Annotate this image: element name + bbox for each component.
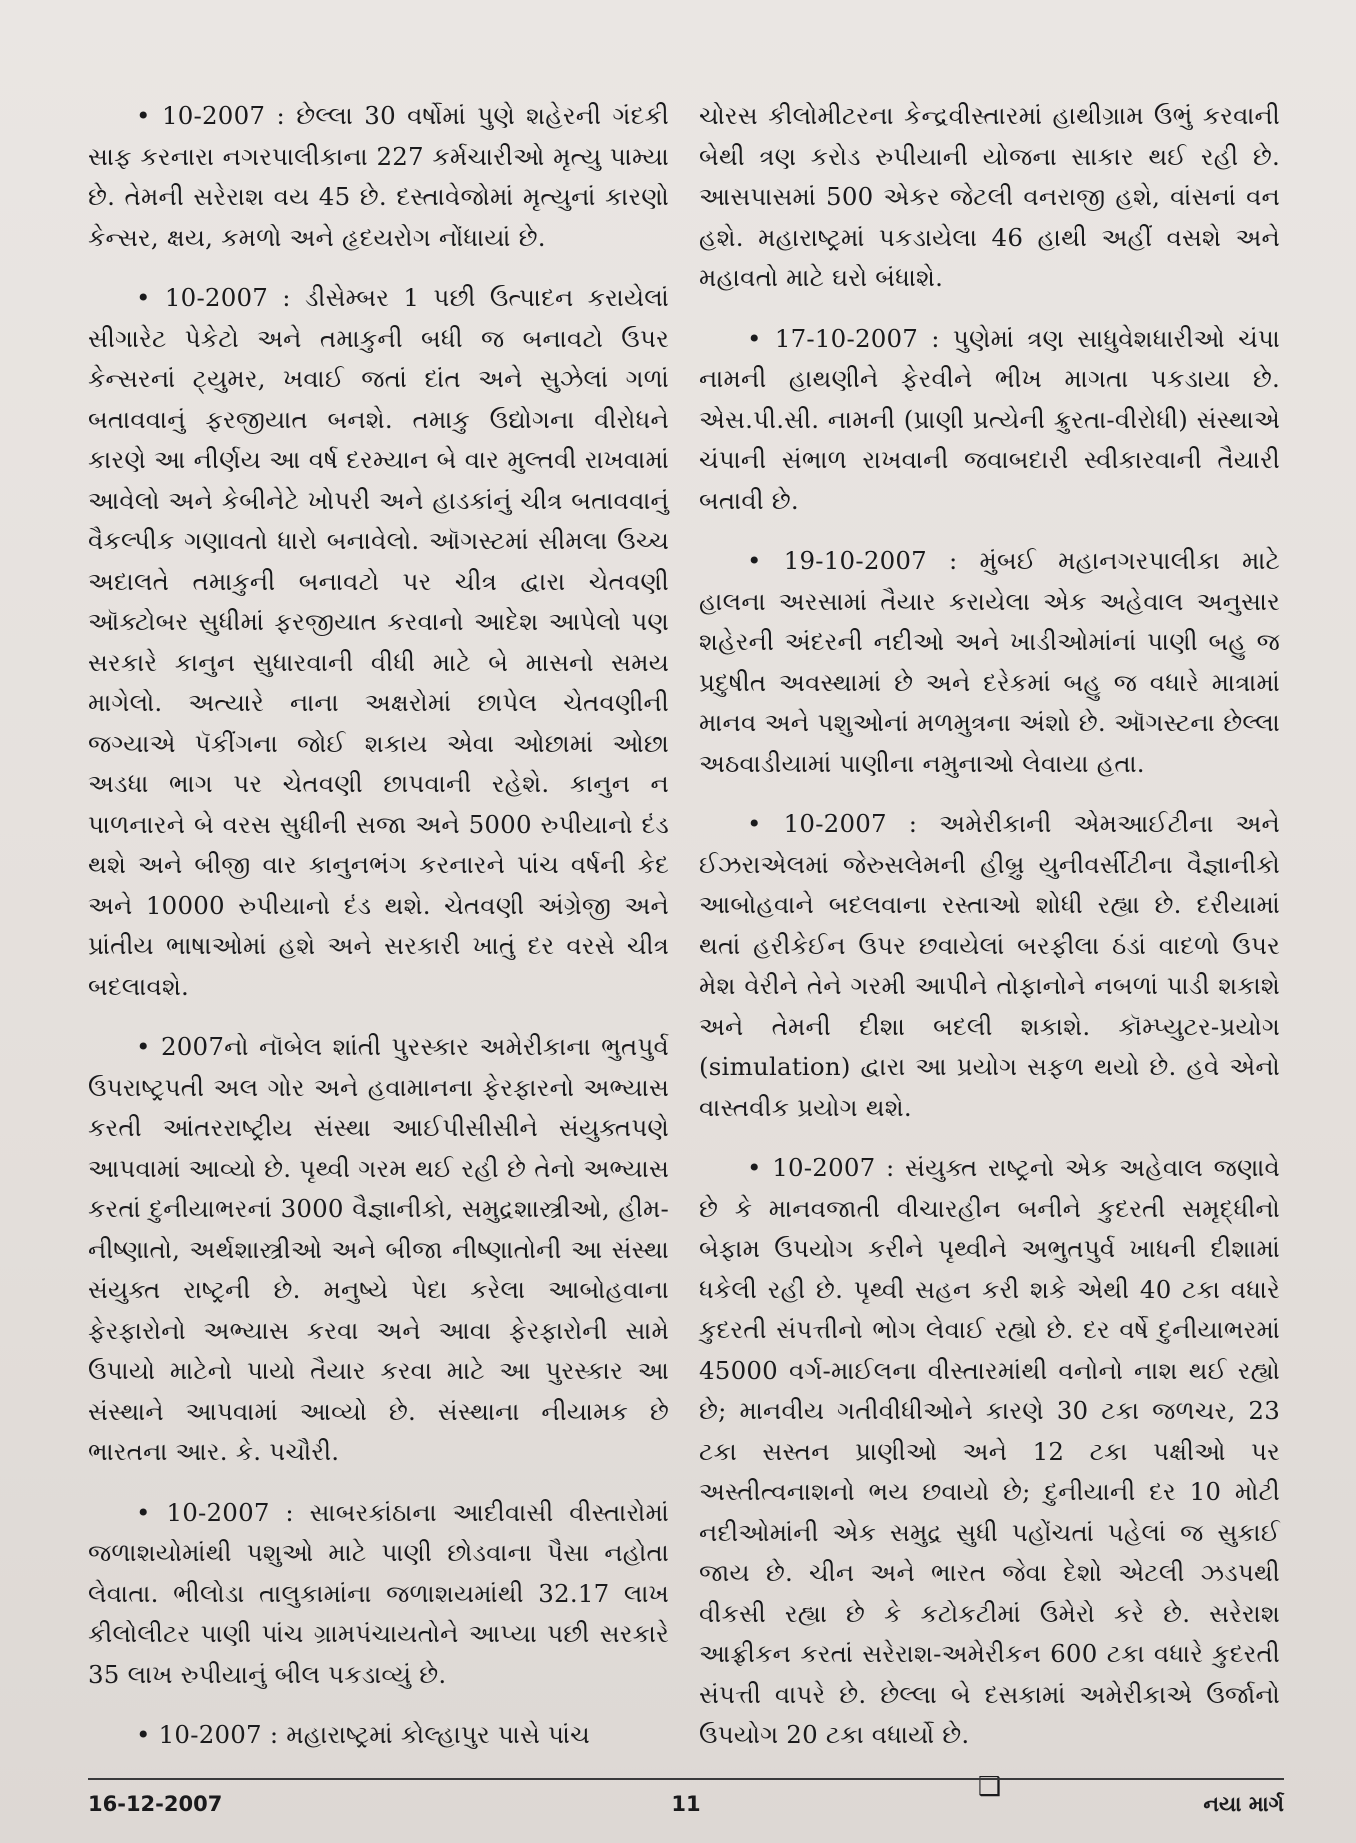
- article-columns: [88, 96, 1280, 1802]
- news-item: • 10-2007 : ડીસેમ્બર 1 પછી ઉત્પાદન કરાયેલાં સીગારેટ પેકેટો અને તમાકુની બધી જ બનાવટો ઉપર કેન્સરનાં ટ્યુમર, ખવાઈ જતાં દાંત અને સુઝેલાં ગળાં બતાવવાનું ફરજીયાત બનશે. તમાકુ ઉદ્યોગના વીરોધને કારણે આ નીર્ણય આ વર્ષ દરમ્યાન બે વાર મુલ્તવી રાખવામાં આવેલો અને કેબીનેટે ખોપરી અને હાડકાંનું ચીત્ર બતાવવાનું વૈકલ્પીક ગણાવતો ધારો બનાવેલો. ઑગસ્ટમાં સીમલા ઉચ્ચ અદાલતે તમાકુની બનાવટો પર ચીત્ર દ્વારા ચેતવણી ઑક્ટોબર સુધીમાં ફરજીયાત કરવાનો આદેશ આપેલો પણ સરકારે કાનુન સુધારવાની વીધી માટે બે માસનો સમય માગેલો. અત્યારે નાના અક્ષરોમાં છાપેલ ચેતવણીની જગ્યાએ પૅકીંગના જોઈ શકાય એવા ઓછામાં ઓછા અડધા ભાગ પર ચેતવણી છાપવાની રહેશે. કાનુન ન પાળનારને બે વરસ સુધીની સજા અને 5000 રુપીયાનો દંડ થશે અને બીજી વાર કાનુનભંગ કરનારને પાંચ વર્ષની કેદ અને 10000 રુપીયાનો દંડ થશે. ચેતવણી અંગ્રેજી અને પ્રાંતીય ભાષાઓમાં હશે અને સરકારી ખાતું દર વરસે ચીત્ર બદલાવશે.: [88, 283, 669, 1001]
- end-of-article-icon: ❑: [977, 1771, 1002, 1802]
- magazine-name: નયા માર્ગ: [1203, 1792, 1284, 1816]
- news-item: • 10-2007 : મહારાષ્ટ્રમાં કોલ્હાપુર પાસે પાંચ: [136, 1720, 590, 1749]
- news-item: • 19-10-2007 : મુંબઈ મહાનગરપાલીકા માટે હાલના અરસામાં તૈયાર કરાયેલા એક અહેવાલ અનુસાર શહેરની અંદરની નદીઓ અને ખાડીઓમાંનાં પાણી બહુ જ પ્રદુષીત અવસ્થામાં છે અને દરેકમાં બહુ જ વધારે માત્રામાં માનવ અને પશુઓનાં મળમુત્રના અંશો છે. ઑગસ્ટના છેલ્લા અઠવાડીયામાં પાણીના નમુનાઓ લેવાયા હતા.: [699, 546, 1280, 778]
- news-item: • 2007નો નૉબેલ શાંતી પુરસ્કાર અમેરીકાના ભુતપુર્વ ઉપરાષ્ટ્રપતી અલ ગોર અને હવામાનના ફેરફારનો અભ્યાસ કરતી આંતરરાષ્ટ્રીય સંસ્થા આઈપીસીસીને સંયુક્તપણે આપવામાં આવ્યો છે. પૃથ્વી ગરમ થઈ રહી છે તેનો અભ્યાસ કરતાં દુનીયાભરનાં 3000 વૈજ્ઞાનીકો, સમુદ્રશાસ્ત્રીઓ, હીમ-નીષ્ણાતો, અર્થશાસ્ત્રીઓ અને બીજા નીષ્ણાતોની આ સંસ્થા સંયુક્ત રાષ્ટ્રની છે. મનુષ્યે પેદા કરેલા આબોહવાના ફેરફારોનો અભ્યાસ કરવા અને આવા ફેરફારોની સામે ઉપાયો માટેનો પાયો તૈયાર કરવા માટે આ પુરસ્કાર આ સંસ્થાને આપવામાં આવ્યો છે. સંસ્થાના નીયામક છે ભારતના આર. કે. પચૌરી.: [88, 1032, 669, 1466]
- news-item: • 17-10-2007 : પુણેમાં ત્રણ સાધુવેશધારીઓ ચંપા નામની હાથણીને ફેરવીને ભીખ માગતા પકડાયા છે. એસ.પી.સી. નામની (પ્રાણી પ્રત્યેની ક્રુરતા-વીરોધી) સંસ્થાએ ચંપાની સંભાળ રાખવાની જવાબદારી સ્વીકારવાની તૈયારી બતાવી છે.: [699, 323, 1280, 515]
- page-footer: [88, 1778, 1284, 1830]
- issue-date: 16-12-2007: [88, 1792, 223, 1816]
- right-column: [699, 96, 1280, 1802]
- news-item: • 10-2007 : સાબરકાંઠાના આદીવાસી વીસ્તારોમાં જળાશયોમાંથી પશુઓ માટે પાણી છોડવાના પૈસા નહોતા લેવાતા. ભીલોડા તાલુકામાંના જળાશયમાંથી 32.17 લાખ કીલોલીટર પાણી પાંચ ગ્રામપંચાયતોને આપ્યા પછી સરકારે 35 લાખ રુપીયાનું બીલ પકડાવ્યું છે.: [88, 1497, 669, 1689]
- news-item-continued: ચોરસ કીલોમીટરના કેન્દ્રવીસ્તારમાં હાથીગ્રામ ઉભું કરવાની બેથી ત્રણ કરોડ રુપીયાની યોજના સાકાર થઈ રહી છે. આસપાસમાં 500 એકર જેટલી વનરાજી હશે, વાંસનાં વન હશે. મહારાષ્ટ્રમાં પકડાયેલા 46 હાથી અહીં વસશે અને મહાવતો માટે ઘરો બંધાશે.: [699, 101, 1280, 292]
- left-column: [88, 96, 669, 1756]
- news-item: • 10-2007 : છેલ્લા 30 વર્ષોમાં પુણે શહેરની ગંદકી સાફ કરનારા નગરપાલીકાના 227 કર્મચારીઓ મૃત્યુ પામ્યા છે. તેમની સરેરાશ વય 45 છે. દસ્તાવેજોમાં મૃત્યુનાં કારણો કેન્સર, ક્ષય, કમળો અને હૃદયરોગ નોંધાયાં છે.: [88, 101, 669, 252]
- news-item: • 10-2007 : સંયુક્ત રાષ્ટ્રનો એક અહેવાલ જણાવે છે કે માનવજાતી વીચારહીન બનીને કુદરતી સમૃદ્ધીનો બેફામ ઉપયોગ કરીને પૃથ્વીને અભુતપુર્વ ખાધની દીશામાં ધકેલી રહી છે. પૃથ્વી સહન કરી શકે એથી 40 ટકા વધારે કુદરતી સંપત્તીનો ભોગ લેવાઈ રહ્યો છે. દર વર્ષે દુનીયાભરમાં 45000 વર્ગ-માઈલના વીસ્તારમાંથી વનોનો નાશ થઈ રહ્યો છે; માનવીય ગતીવીધીઓને કારણે 30 ટકા જળચર, 23 ટકા સસ્તન પ્રાણીઓ અને 12 ટકા પક્ષીઓ પર અસ્તીત્વનાશનો ભય છવાયો છે; દુનીયાની દર 10 મોટી નદીઓમાંની એક સમુદ્ર સુધી પહોંચતાં પહેલાં જ સુકાઈ જાય છે. ચીન અને ભારત જેવા દેશો એટલી ઝડપથી વીકસી રહ્યા છે કે કટોકટીમાં ઉમેરો કરે છે. સરેરાશ આફ્રીકન કરતાં સરેરાશ-અમેરીકન 600 ટકા વધારે કુદરતી સંપત્તી વાપરે છે. છેલ્લા બે દસકામાં અમેરીકાએ ઉર્જાનો ઉપયોગ 20 ટકા વધાર્યો છે.: [699, 1153, 1280, 1749]
- page-number: 11: [671, 1792, 701, 1816]
- news-item: • 10-2007 : અમેરીકાની એમઆઈટીના અને ઈઝરાએલમાં જેરુસલેમની હીબ્રુ યુનીવર્સીટીના વૈજ્ઞાનીકો આબોહવાને બદલવાના રસ્તાઓ શોધી રહ્યા છે. દરીયામાં થતાં હરીકેઈન ઉપર છવાયેલાં બરફીલા ઠંડાં વાદળો ઉપર મેશ વેરીને તેને ગરમી આપીને તોફાનોને નબળાં પાડી શકાશે અને તેમની દીશા બદલી શકાશે. કૉમ્પ્યુટર-પ્રયોગ (simulation) દ્વારા આ પ્રયોગ સફળ થયો છે. હવે એનો વાસ્તવીક પ્રયોગ થશે.: [699, 809, 1280, 1122]
